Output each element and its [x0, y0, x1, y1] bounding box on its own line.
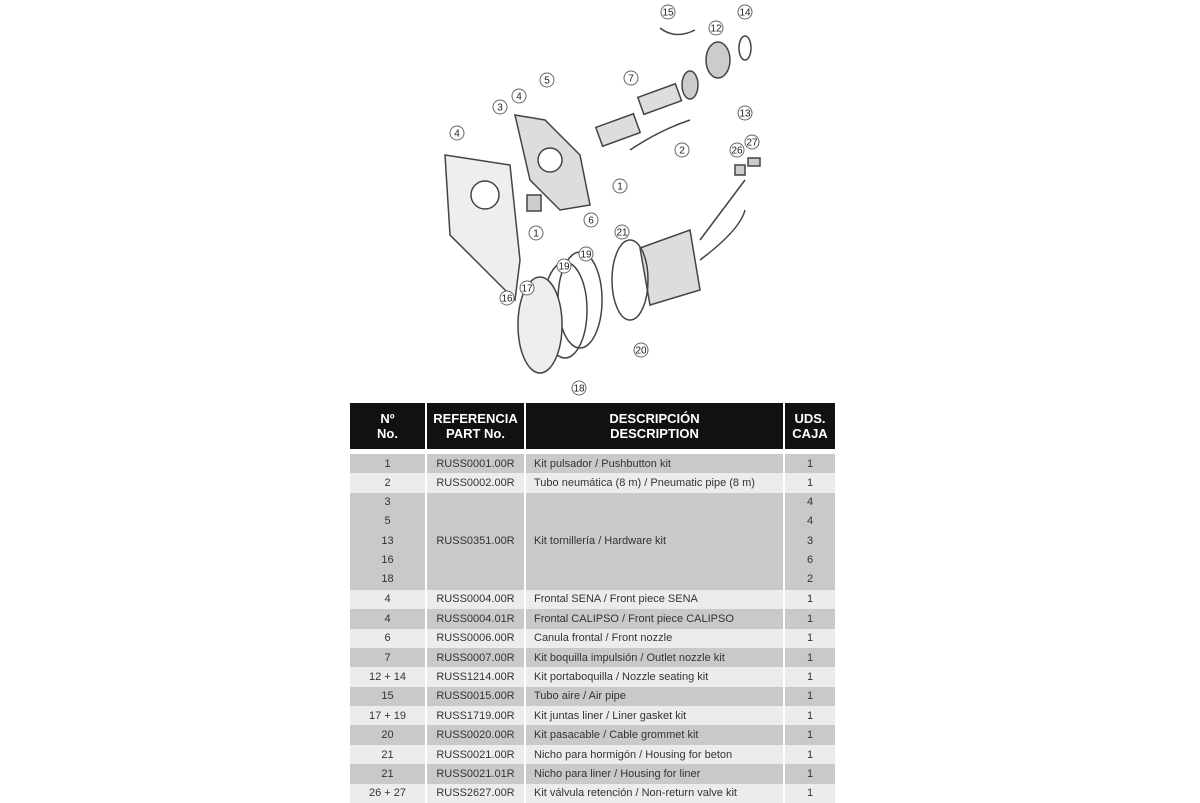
cell-ref: RUSS1214.00R	[426, 667, 525, 686]
cell-qty-item: 4	[806, 495, 814, 508]
callout-label: 1	[533, 228, 539, 240]
table-row	[349, 493, 836, 590]
cell-qty: 1	[784, 590, 836, 609]
table-row	[349, 784, 836, 803]
cell-no: 17 + 19	[349, 706, 426, 725]
cell-desc: Kit portaboquilla / Nozzle seating kit	[525, 667, 784, 686]
cell-desc: Kit pulsador / Pushbutton kit	[525, 454, 784, 473]
cell-no-item: 16	[381, 553, 394, 566]
cell-qty: 1	[784, 745, 836, 764]
callout-label: 19	[558, 261, 570, 273]
callout-label: 19	[580, 249, 592, 261]
cell-no: 20	[349, 725, 426, 744]
cell-qty: 1	[784, 667, 836, 686]
callout-label: 12	[710, 23, 722, 35]
callout-label: 6	[588, 215, 594, 227]
cell-desc: Kit boquilla impulsión / Outlet nozzle kit	[525, 648, 784, 667]
callout-label: 5	[544, 75, 550, 87]
cell-qty	[784, 493, 836, 590]
cell-no: 4	[349, 609, 426, 628]
cell-ref: RUSS0021.00R	[426, 745, 525, 764]
cell-no: 1	[349, 454, 426, 473]
table-row	[349, 725, 836, 744]
cell-desc: Nicho para hormigón / Housing for beton	[525, 745, 784, 764]
col-ref: REFERENCIA PART No.	[426, 403, 525, 449]
cell-qty-item: 4	[806, 515, 814, 528]
cell-qty: 1	[784, 609, 836, 628]
cell-desc: Tubo aire / Air pipe	[525, 687, 784, 706]
callout-label: 17	[521, 283, 533, 295]
callout-label: 1	[617, 181, 623, 193]
cell-no-item: 18	[381, 573, 394, 586]
cell-qty: 1	[784, 629, 836, 648]
cell-qty: 1	[784, 648, 836, 667]
cell-no: 6	[349, 629, 426, 648]
table-row	[349, 629, 836, 648]
table-row	[349, 764, 836, 783]
cell-ref: RUSS0004.01R	[426, 609, 525, 628]
cell-desc: Kit válvula retención / Non-return valve kit	[525, 784, 784, 803]
cell-no	[349, 493, 426, 590]
cell-qty: 1	[784, 454, 836, 473]
table-row	[349, 590, 836, 609]
col-no: Nº No.	[349, 403, 426, 449]
callout-label: 16	[501, 293, 513, 305]
callout-label: 20	[635, 345, 647, 357]
table-row	[349, 745, 836, 764]
cell-ref: RUSS0015.00R	[426, 687, 525, 706]
cell-qty: 1	[784, 687, 836, 706]
cell-desc: Kit tornillería / Hardware kit	[525, 493, 784, 590]
table-row	[349, 687, 836, 706]
parts-table	[348, 403, 837, 803]
cell-no-item: 3	[384, 495, 391, 508]
nozzle	[596, 114, 640, 146]
cell-no: 7	[349, 648, 426, 667]
cell-qty: 1	[784, 473, 836, 492]
cell-ref: RUSS0006.00R	[426, 629, 525, 648]
cell-no-item: 13	[381, 534, 394, 547]
callout-label: 4	[516, 91, 522, 103]
cell-qty-item: 3	[806, 534, 814, 547]
cell-qty: 1	[784, 784, 836, 803]
callout-label: 3	[497, 102, 503, 114]
callout-label: 15	[662, 7, 674, 19]
cell-no: 21	[349, 745, 426, 764]
callout-label: 4	[454, 128, 460, 140]
table-row	[349, 667, 836, 686]
cell-desc: Frontal CALIPSO / Front piece CALIPSO	[525, 609, 784, 628]
cell-ref: RUSS0020.00R	[426, 725, 525, 744]
cell-ref: RUSS0351.00R	[426, 493, 525, 590]
cell-no: 4	[349, 590, 426, 609]
callout-label: 13	[739, 108, 751, 120]
cell-no: 12 + 14	[349, 667, 426, 686]
cell-desc: Canula frontal / Front nozzle	[525, 629, 784, 648]
table-header	[349, 403, 836, 449]
cell-desc: Nicho para liner / Housing for liner	[525, 764, 784, 783]
cell-qty: 1	[784, 725, 836, 744]
callout-label: 14	[739, 7, 751, 19]
cell-qty-item: 2	[806, 573, 814, 586]
cell-ref: RUSS0002.00R	[426, 473, 525, 492]
housing	[640, 230, 700, 305]
table-row	[349, 609, 836, 628]
table-row	[349, 454, 836, 473]
cell-no: 2	[349, 473, 426, 492]
cell-ref: RUSS0001.00R	[426, 454, 525, 473]
cell-qty: 1	[784, 764, 836, 783]
cell-desc: Frontal SENA / Front piece SENA	[525, 590, 784, 609]
col-qty: UDS. CAJA	[784, 403, 836, 449]
callout-label: 2	[679, 145, 685, 157]
cell-ref: RUSS2627.00R	[426, 784, 525, 803]
callout-label: 26	[731, 145, 743, 157]
cell-desc: Kit juntas liner / Liner gasket kit	[525, 706, 784, 725]
cell-ref: RUSS0007.00R	[426, 648, 525, 667]
cell-no: 21	[349, 764, 426, 783]
cell-no-item: 5	[384, 515, 391, 528]
front-piece-plate	[445, 155, 520, 300]
table-row	[349, 648, 836, 667]
cell-desc: Tubo neumática (8 m) / Pneumatic pipe (8 m)	[525, 473, 784, 492]
callout-label: 27	[746, 137, 758, 149]
cell-ref: RUSS0021.01R	[426, 764, 525, 783]
table-row	[349, 473, 836, 492]
callout-label: 18	[573, 383, 585, 395]
cell-ref: RUSS0004.00R	[426, 590, 525, 609]
cell-ref: RUSS1719.00R	[426, 706, 525, 725]
exploded-parts-diagram	[0, 0, 1200, 400]
cell-qty-item: 6	[806, 553, 814, 566]
callout-label: 21	[616, 227, 628, 239]
cell-qty: 1	[784, 706, 836, 725]
col-desc: DESCRIPCIÓN DESCRIPTION	[525, 403, 784, 449]
cell-no: 15	[349, 687, 426, 706]
cell-no: 26 + 27	[349, 784, 426, 803]
table-row	[349, 706, 836, 725]
callout-label: 7	[628, 73, 634, 85]
cell-desc: Kit pasacable / Cable grommet kit	[525, 725, 784, 744]
